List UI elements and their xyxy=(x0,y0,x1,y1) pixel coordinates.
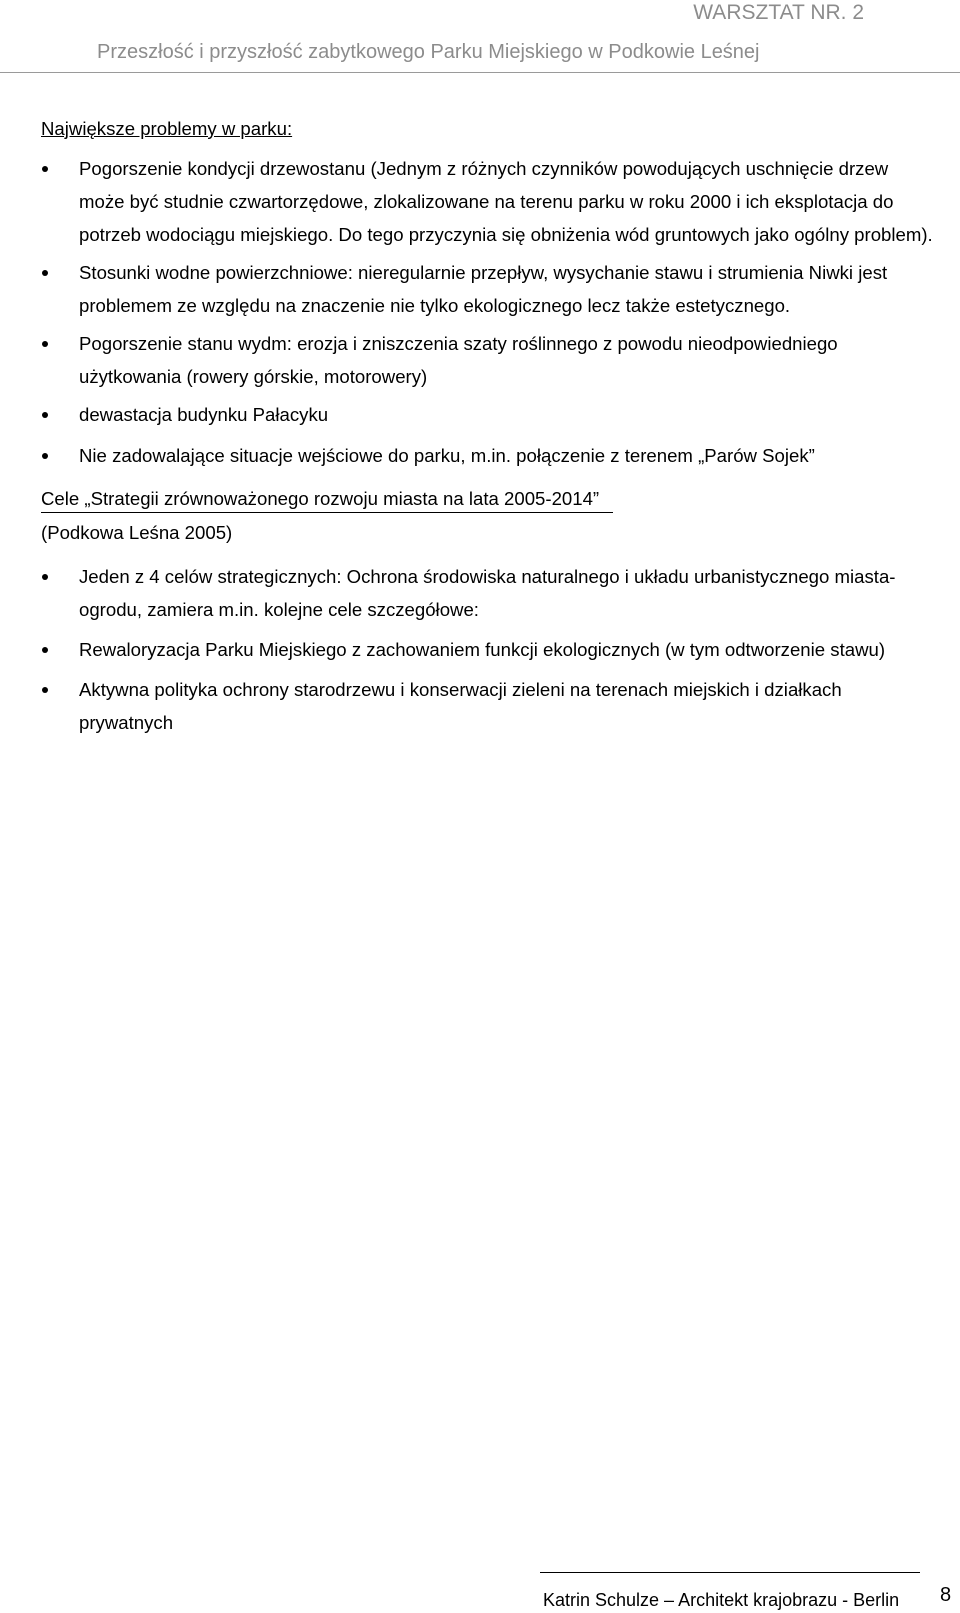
list-item: Aktywna polityka ochrony starodrzewu i konserwacji zieleni na terenach miejskich i działkach prywatnych xyxy=(41,673,936,739)
goals-heading: Cele „Strategii zrównoważonego rozwoju miasta na lata 2005-2014” xyxy=(41,485,613,513)
list-item: Stosunki wodne powierzchniowe: nieregularnie przepływ, wysychanie stawu i strumienia Niwki jest problemem ze względu na znaczenie nie tylko ekologicznego lecz także estetycznego. xyxy=(41,256,936,322)
document-subtitle: Przeszłość i przyszłość zabytkowego Parku Miejskiego w Podkowie Leśnej xyxy=(97,41,760,63)
page-header xyxy=(0,0,960,73)
list-item: Nie zadowalające situacje wejściowe do parku, m.in. połączenie z terenem „Parów Sojek” xyxy=(41,439,936,472)
problems-list xyxy=(41,152,936,472)
list-item: Pogorszenie kondycji drzewostanu (Jednym z różnych czynników powodujących uschnięcie drzew może być studnie czwartorzędowe, zlokalizowane na terenu parku w roku 2000 i ich eksplotacja do potrzeb wodociągu miejskiego. Do tego przyczynia się obniżenia wód gruntowych jako ogólny problem). xyxy=(41,152,936,251)
list-item: Rewaloryzacja Parku Miejskiego z zachowaniem funkcji ekologicznych (w tym odtworzenie stawu) xyxy=(41,633,936,666)
goals-source: (Podkowa Leśna 2005) xyxy=(41,522,233,543)
list-item: Jeden z 4 celów strategicznych: Ochrona środowiska naturalnego i układu urbanistycznego miasta-ogrodu, zamiera m.in. kolejne cele szczegółowe: xyxy=(41,560,936,626)
workshop-title: WARSZTAT NR. 2 xyxy=(693,1,864,24)
list-item: Pogorszenie stanu wydm: erozja i zniszczenia szaty roślinnego z powodu nieodpowiedniego użytkowania (rowery górskie, motorowery) xyxy=(41,327,936,393)
main-content xyxy=(41,112,936,746)
list-item: dewastacja budynku Pałacyku xyxy=(41,398,936,431)
problems-heading: Największe problemy w parku: xyxy=(41,118,293,139)
footer-divider xyxy=(540,1572,920,1573)
page-number: 8 xyxy=(940,1584,952,1606)
footer-author: Katrin Schulze – Architekt krajobrazu - Berlin xyxy=(543,1590,900,1610)
goals-list xyxy=(41,560,936,739)
